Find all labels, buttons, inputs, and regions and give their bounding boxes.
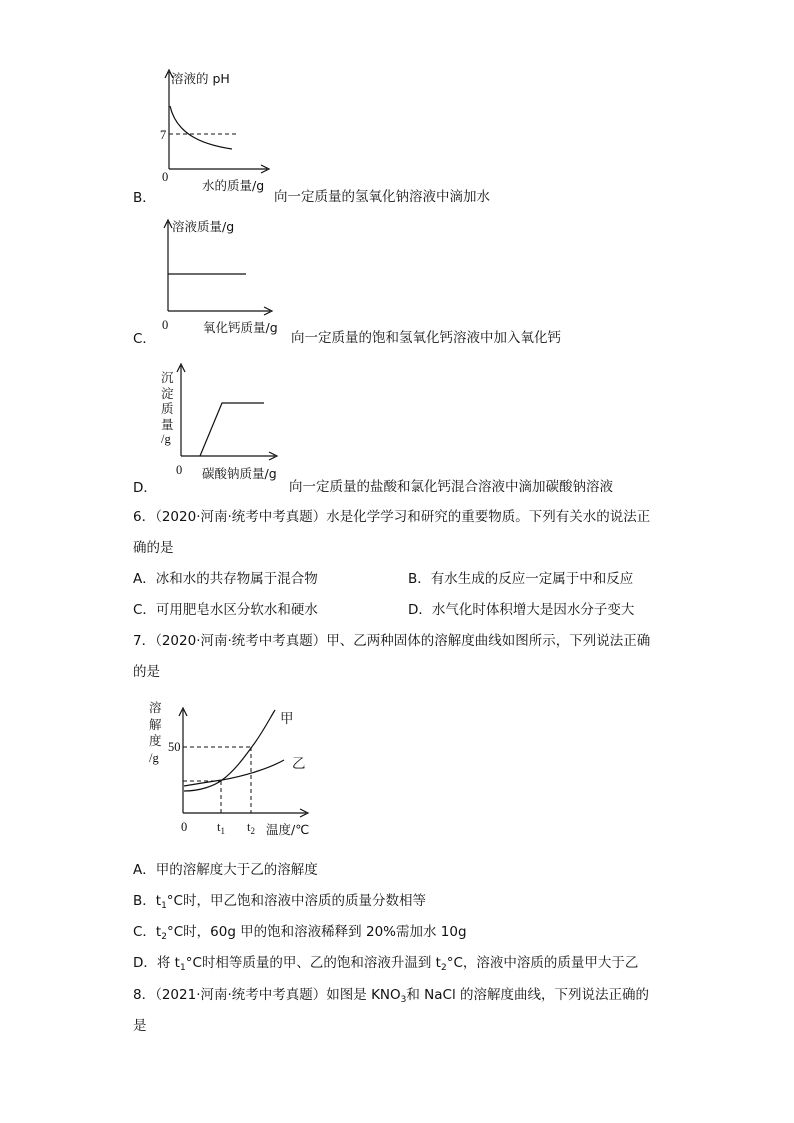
q8-stem-pre: 8．（2021·河南·统考中考真题）如图是 KNO <box>133 987 401 1003</box>
q7-option-c-sub: 2 <box>161 932 167 942</box>
q7-fig-curve-a-label: 甲 <box>280 711 294 727</box>
q7-fig-t2 <box>247 820 255 836</box>
figb-x-label: 水的质量/g <box>202 178 265 193</box>
q7-fig-t1-base: t <box>217 820 221 834</box>
q7-stem-line2: 的是 <box>133 664 160 680</box>
q6-option-b: B．有水生成的反应一定属于中和反应 <box>408 571 634 587</box>
q7-fig-y-label-char: 解 <box>149 716 162 732</box>
q6-stem-line1: 6．（2020·河南·统考中考真题）水是化学学习和研究的重要物质。下列有关水的说法正 <box>133 509 651 525</box>
figd-origin: 0 <box>176 463 183 477</box>
q6-option-d: D．水气化时体积增大是因水分子变大 <box>408 602 635 618</box>
q7-fig-origin: 0 <box>181 820 188 834</box>
q7-option-d-pre: D．将 t <box>133 955 180 971</box>
figb-origin: 0 <box>162 170 169 184</box>
q7-option-b-sub: 1 <box>161 901 167 911</box>
q7-fig-t1-sub: 1 <box>220 826 225 836</box>
q7-option-b-post: °C时，甲乙饱和溶液中溶质的质量分数相等 <box>166 893 426 909</box>
figd-y-label-char: 质 <box>161 401 174 416</box>
q7-option-d-mid: °C时相等质量的甲、乙的饱和溶液升温到 t <box>185 955 441 971</box>
figc-chart <box>150 214 280 324</box>
q6-stem-line2: 确的是 <box>133 540 174 556</box>
figc-origin: 0 <box>162 318 169 332</box>
figb-y-label: 溶液的 pH <box>171 71 230 86</box>
option-c-text: 向一定质量的饱和氢氧化钙溶液中加入氧化钙 <box>291 330 561 346</box>
q7-fig-y-label <box>149 700 162 766</box>
q7-fig-y-label-unit: /g <box>149 750 159 765</box>
q8-stem-line1 <box>133 983 649 1005</box>
q7-option-d-sub2: 2 <box>440 963 447 973</box>
figd-y-label-char: 淀 <box>161 385 174 401</box>
q7-option-b <box>133 889 426 911</box>
figd-y-label-char: 沉 <box>161 370 174 385</box>
q7-fig-curve-b-label: 乙 <box>292 756 306 772</box>
figd-y-label-char: 量 <box>161 416 174 432</box>
q7-option-d-post: °C，溶液中溶质的质量甲大于乙 <box>446 955 639 971</box>
q7-option-d-sub1: 1 <box>179 963 186 973</box>
option-c-letter: C． <box>133 331 156 347</box>
q7-option-c-post: °C时，60g 甲的饱和溶液稀释到 20%需加水 10g <box>166 924 467 940</box>
q7-option-a: A．甲的溶解度大于乙的溶解度 <box>133 862 318 878</box>
figb-chart <box>150 64 280 184</box>
figd-y-label-unit: /g <box>161 432 171 446</box>
q8-stem-sub: 3 <box>400 995 407 1005</box>
q7-fig-t2-sub: 2 <box>250 826 255 836</box>
q7-option-b-pre: B．t <box>133 893 162 909</box>
q8-stem-post: 和 NaCl 的溶解度曲线，下列说法正确的 <box>406 987 650 1003</box>
q8-stem-line2: 是 <box>133 1018 147 1034</box>
figb-tick-7: 7 <box>160 128 167 142</box>
q7-option-d <box>133 951 638 973</box>
q7-fig-t1 <box>217 820 225 836</box>
figd-x-label: 碳酸钠质量/g <box>202 466 277 481</box>
q7-fig-t2-base: t <box>247 820 251 834</box>
q6-option-c: C．可用肥皂水区分软水和硬水 <box>133 602 318 618</box>
option-d-text: 向一定质量的盐酸和氯化钙混合溶液中滴加碳酸钠溶液 <box>289 479 613 495</box>
q7-fig-y-label-char: 度 <box>149 733 162 748</box>
figd-chart <box>170 358 290 468</box>
q7-fig-x-unit: 温度/℃ <box>266 822 310 837</box>
q7-option-c <box>133 920 467 942</box>
q7-option-c-pre: C．t <box>133 924 162 940</box>
option-b-letter: B． <box>133 190 156 206</box>
q7-fig-tick-50: 50 <box>168 740 181 754</box>
q7-stem-line1: 7．（2020·河南·统考中考真题）甲、乙两种固体的溶解度曲线如图所示，下列说法正确 <box>133 633 651 649</box>
q6-option-a: A．冰和水的共存物属于混合物 <box>133 571 318 587</box>
option-b-text: 向一定质量的氢氧化钠溶液中滴加水 <box>274 189 490 205</box>
option-d-letter: D． <box>133 480 157 496</box>
q7-fig-y-label-char: 溶 <box>149 700 162 715</box>
figc-y-label: 溶液质量/g <box>172 219 235 234</box>
figc-x-label: 氧化钙质量/g <box>203 320 278 335</box>
